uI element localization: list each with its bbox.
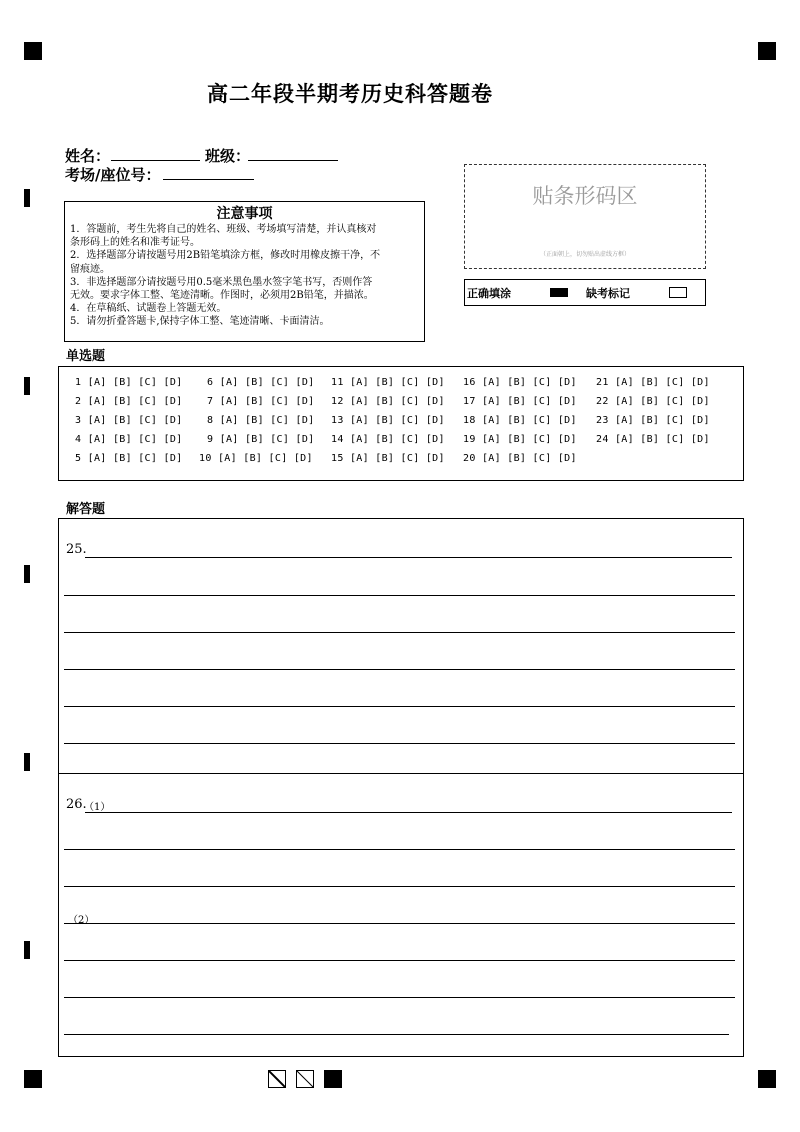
notice-line: 无效。要求字体工整、笔迹清晰。作图时，必须用2B铅笔，并描浓。 xyxy=(70,290,374,302)
mc-question-number: 10 xyxy=(199,453,212,464)
q26-part1-label: （1） xyxy=(84,802,111,813)
mc-option-bubbles[interactable]: [A] [B] [C] [D] xyxy=(481,434,577,445)
mc-question-number: 17 xyxy=(463,396,476,407)
mc-option-bubbles[interactable]: [A] [B] [C] [D] xyxy=(481,396,577,407)
mc-option-bubbles[interactable]: [A] [B] [C] [D] xyxy=(87,377,183,388)
registration-mark-top-left xyxy=(24,42,42,60)
mc-question-number: 16 xyxy=(463,377,476,388)
mc-option-bubbles[interactable]: [A] [B] [C] [D] xyxy=(614,415,710,426)
mc-question-number: 23 xyxy=(596,415,609,426)
q26-label: 26. xyxy=(66,797,87,812)
timing-mark xyxy=(24,941,30,959)
mc-question-number: 21 xyxy=(596,377,609,388)
page-title: 高二年段半期考历史科答题卷 xyxy=(207,81,493,106)
mc-question-row xyxy=(199,453,313,464)
mc-option-bubbles[interactable]: [A] [B] [C] [D] xyxy=(481,453,577,464)
mc-question-number: 2 xyxy=(75,396,82,407)
mc-option-bubbles[interactable]: [A] [B] [C] [D] xyxy=(349,453,445,464)
mc-option-bubbles[interactable]: [A] [B] [C] [D] xyxy=(87,396,183,407)
q26-answer-line[interactable] xyxy=(64,1034,729,1035)
mc-question-row xyxy=(331,396,445,407)
mc-option-bubbles[interactable]: [A] [B] [C] [D] xyxy=(87,415,183,426)
q26-part2-label: （2） xyxy=(68,915,95,926)
q25-answer-line[interactable] xyxy=(64,632,735,633)
mc-option-bubbles[interactable]: [A] [B] [C] [D] xyxy=(217,453,313,464)
barcode-title: 贴条形码区 xyxy=(532,184,638,208)
mc-question-number: 22 xyxy=(596,396,609,407)
mc-question-row xyxy=(207,415,314,426)
mc-option-bubbles[interactable]: [A] [B] [C] [D] xyxy=(614,377,710,388)
mc-option-bubbles[interactable]: [A] [B] [C] [D] xyxy=(87,453,183,464)
q25-answer-line[interactable] xyxy=(85,557,732,558)
mc-question-number: 24 xyxy=(596,434,609,445)
fill-legend xyxy=(464,279,706,306)
notice-line: 条形码上的姓名和准考证号。 xyxy=(70,237,200,249)
mc-question-row xyxy=(596,415,710,426)
q25-answer-line[interactable] xyxy=(64,595,735,596)
q25-answer-line[interactable] xyxy=(64,706,735,707)
mc-option-bubbles[interactable]: [A] [B] [C] [D] xyxy=(481,377,577,388)
class-field[interactable] xyxy=(248,160,338,161)
answer-divider xyxy=(58,773,744,774)
mc-question-number: 11 xyxy=(331,377,344,388)
q25-answer-line[interactable] xyxy=(64,669,735,670)
filled-box-icon xyxy=(324,1070,342,1088)
mc-question-row xyxy=(463,396,577,407)
mc-question-number: 9 xyxy=(207,434,214,445)
barcode-area xyxy=(464,164,706,269)
registration-mark-top-right xyxy=(758,42,776,60)
notice-line: 2．选择题部分请按题号用2B铅笔填涂方框，修改时用橡皮擦干净，不 xyxy=(70,250,381,262)
q26-answer-line[interactable] xyxy=(85,812,732,813)
mc-question-row xyxy=(75,415,182,426)
absent-checkbox[interactable] xyxy=(669,287,687,298)
mc-question-row xyxy=(331,377,445,388)
mc-option-bubbles[interactable]: [A] [B] [C] [D] xyxy=(614,396,710,407)
mc-option-bubbles[interactable]: [A] [B] [C] [D] xyxy=(219,434,315,445)
mc-question-number: 15 xyxy=(331,453,344,464)
mc-question-number: 13 xyxy=(331,415,344,426)
mc-question-row xyxy=(596,434,710,445)
mc-question-number: 5 xyxy=(75,453,82,464)
registration-mark-bottom-left xyxy=(24,1070,42,1088)
mc-question-row xyxy=(463,453,577,464)
q26-answer-line[interactable] xyxy=(64,849,735,850)
mc-section-label: 单选题 xyxy=(66,349,106,364)
mc-question-number: 3 xyxy=(75,415,82,426)
mc-option-bubbles[interactable]: [A] [B] [C] [D] xyxy=(87,434,183,445)
filled-box-icon xyxy=(550,288,568,297)
q26-answer-line[interactable] xyxy=(64,997,735,998)
answer-box xyxy=(58,518,744,1057)
mc-question-number: 12 xyxy=(331,396,344,407)
timing-mark xyxy=(24,565,30,583)
mc-question-row xyxy=(331,415,445,426)
mc-question-number: 18 xyxy=(463,415,476,426)
q25-answer-line[interactable] xyxy=(64,743,735,744)
mc-question-number: 6 xyxy=(207,377,214,388)
notice-line: 1．答题前，考生先将自己的姓名、班级、考场填写清楚，并认真核对 xyxy=(70,224,377,235)
mc-question-row xyxy=(331,453,445,464)
crossed-box-icon xyxy=(268,1070,286,1088)
mc-question-number: 14 xyxy=(331,434,344,445)
mc-question-row xyxy=(596,396,710,407)
mc-question-number: 19 xyxy=(463,434,476,445)
notice-line: 3．非选择题部分请按题号用0.5毫米黑色墨水签字笔书写，否则作答 xyxy=(70,276,373,288)
timing-mark xyxy=(24,189,30,207)
mc-question-row xyxy=(596,377,710,388)
q26-answer-line[interactable] xyxy=(64,960,735,961)
mc-question-number: 4 xyxy=(75,434,82,445)
mc-question-row xyxy=(75,396,182,407)
absent-mark-label: 缺考标记 xyxy=(586,287,630,300)
mc-question-row xyxy=(207,396,314,407)
notice-line: 留痕迹。 xyxy=(70,263,110,275)
mc-question-row xyxy=(207,434,314,445)
mc-question-number: 8 xyxy=(207,415,214,426)
class-label: 班级： xyxy=(205,147,251,165)
answer-section-label: 解答题 xyxy=(66,502,106,517)
mc-question-row xyxy=(75,377,182,388)
correct-fill-label: 正确填涂 xyxy=(467,287,511,300)
seat-label: 考场/座位号： xyxy=(65,166,161,184)
mc-question-row xyxy=(75,453,182,464)
mc-option-bubbles[interactable]: [A] [B] [C] [D] xyxy=(219,396,315,407)
mc-option-bubbles[interactable]: [A] [B] [C] [D] xyxy=(219,377,315,388)
q26-answer-line[interactable] xyxy=(64,886,735,887)
mc-question-number: 7 xyxy=(207,396,214,407)
q25-label: 25. xyxy=(66,542,87,557)
name-field[interactable] xyxy=(111,160,200,161)
mc-option-bubbles[interactable]: [A] [B] [C] [D] xyxy=(349,434,445,445)
registration-mark-bottom-right xyxy=(758,1070,776,1088)
mc-question-row xyxy=(463,415,577,426)
mc-question-number: 1 xyxy=(75,377,82,388)
notice-box xyxy=(64,201,425,342)
mc-option-bubbles[interactable]: [A] [B] [C] [D] xyxy=(481,415,577,426)
notice-line: 4．在草稿纸、试题卷上答题无效。 xyxy=(70,303,227,315)
name-label: 姓名： xyxy=(65,147,111,165)
mc-question-row xyxy=(207,377,314,388)
q26-answer-line[interactable] xyxy=(64,923,735,924)
mc-question-row xyxy=(463,434,577,445)
mc-question-row xyxy=(463,377,577,388)
barcode-note: （正面朝上，切勿贴出虚线方框） xyxy=(539,251,630,258)
mc-question-row xyxy=(331,434,445,445)
mc-question-row xyxy=(75,434,182,445)
mc-option-bubbles[interactable]: [A] [B] [C] [D] xyxy=(349,396,445,407)
mc-option-bubbles[interactable]: [A] [B] [C] [D] xyxy=(349,415,445,426)
mc-option-bubbles[interactable]: [A] [B] [C] [D] xyxy=(349,377,445,388)
notice-title: 注意事项 xyxy=(216,206,273,222)
timing-mark xyxy=(24,753,30,771)
notice-line: 5．请勿折叠答题卡,保持字体工整、笔迹清晰、卡面清洁。 xyxy=(70,316,330,328)
timing-mark xyxy=(24,377,30,395)
mc-question-number: 20 xyxy=(463,453,476,464)
mc-option-bubbles[interactable]: [A] [B] [C] [D] xyxy=(614,434,710,445)
mc-answer-box xyxy=(58,366,744,481)
seat-field[interactable] xyxy=(163,179,254,180)
mc-option-bubbles[interactable]: [A] [B] [C] [D] xyxy=(219,415,315,426)
notice-content xyxy=(65,223,424,329)
slashed-box-icon xyxy=(296,1070,314,1088)
